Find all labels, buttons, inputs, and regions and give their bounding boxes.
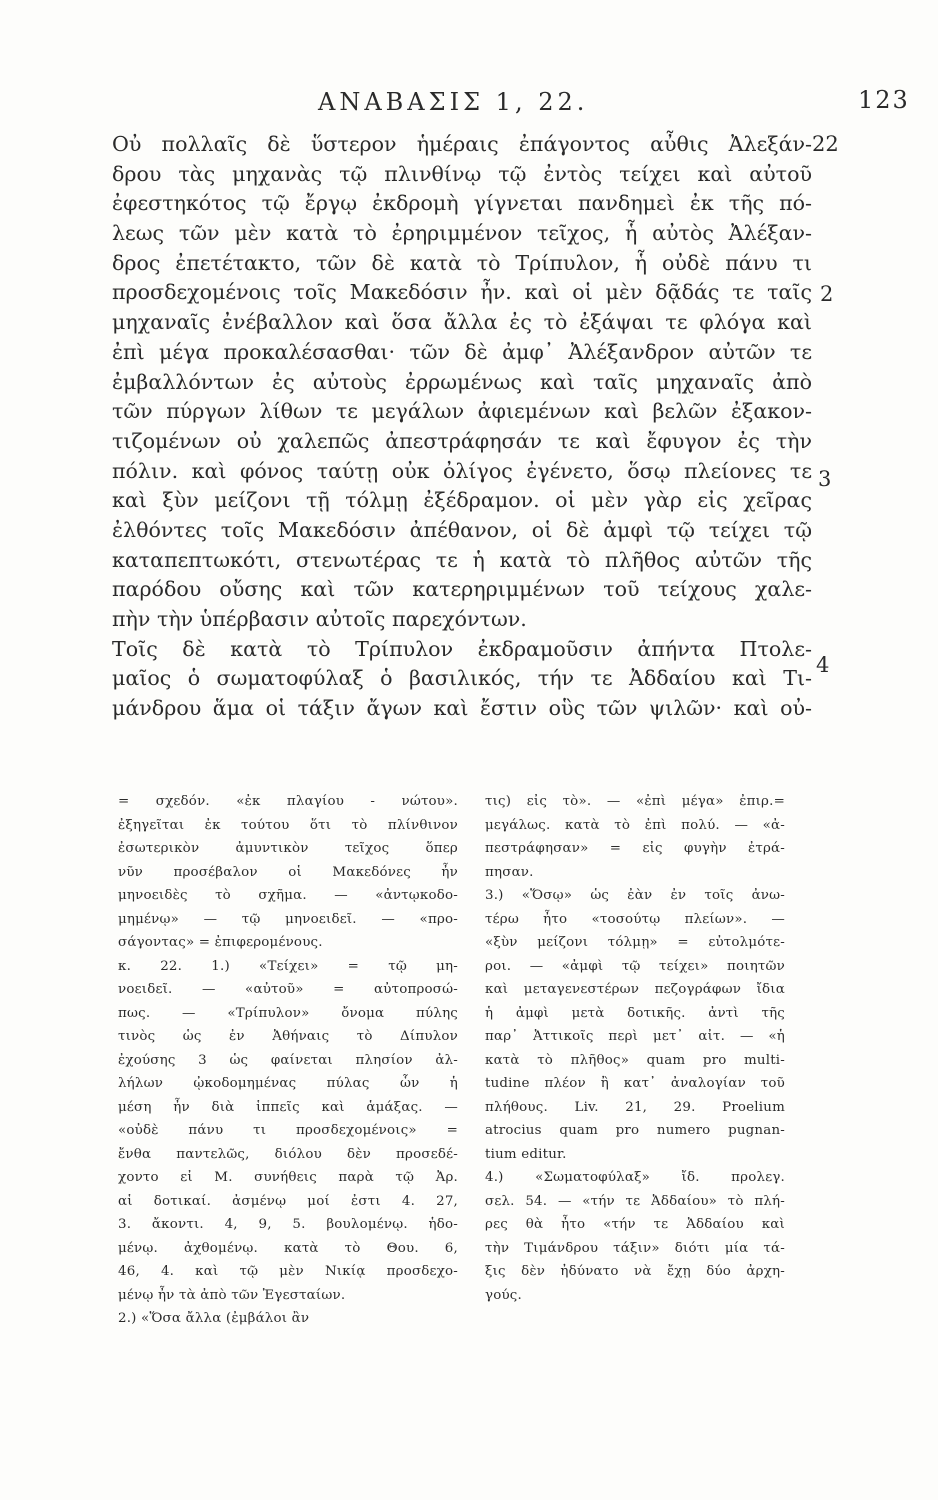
main-text: [112, 130, 812, 724]
note-line: τέρω ἦτο «τοσούτῳ πλείων». —: [485, 911, 785, 927]
main-line: δρος ἐπετέτακτο, τῶν δὲ κατὰ τὸ Τρίπυλον, ἧ οὐδὲ πάνυ τι: [112, 250, 812, 275]
main-line: τῶν πύργων λίθων τε μεγάλων ἀφιεμένων καὶ βελῶν ἐξακον-: [112, 399, 812, 424]
note-line: μένῳ ἦν τὰ ἀπὸ τῶν Ἐγεσταίων.: [118, 1287, 346, 1303]
note-line: ἐξηγεῖται ἐκ τούτου ὅτι τὸ πλίνθινον: [118, 817, 458, 833]
note-line: αἱ δοτικαί. ἀσμένῳ μοί ἐστι 4. 27,: [118, 1193, 458, 1209]
note-line: tium editur.: [485, 1146, 567, 1162]
note-line: λήλων ᾠκοδομημένας πύλας ὧν ἡ: [118, 1076, 458, 1091]
note-line: τινὸς ὡς ἐν Ἀθήναις τὸ Δίπυλον: [118, 1029, 458, 1044]
note-line: 3.) «Ὅσῳ» ὡς ἐὰν ἐν τοῖς ἀνω-: [485, 888, 785, 903]
note-line: κ. 22. 1.) «Τείχει» = τῷ μη-: [118, 958, 458, 974]
note-line: γούς.: [485, 1287, 522, 1303]
note-line: tudine πλέον ἢ κατ᾽ ἀναλογίαν τοῦ: [485, 1076, 785, 1091]
note-line: ἐσωτερικὸν ἀμυντικὸν τεῖχος ὅπερ: [118, 841, 458, 856]
main-line: παρόδου οὔσης καὶ τῶν κατερηριμμένων τοῦ τείχους χαλε-: [112, 577, 812, 602]
main-line: τιζομένων οὐ χαλεπῶς ἀπεστράφησάν τε καὶ ἔφυγον ἐς τὴν: [112, 428, 812, 453]
note-line: atrocius quam pro numero pugnan-: [485, 1123, 785, 1138]
note-line: 46, 4. καὶ τῷ μὲν Νικίᾳ προσδεχο-: [118, 1264, 458, 1279]
footnotes-right-column: [485, 790, 785, 1307]
footnotes-left-column: [118, 790, 458, 1331]
note-line: τις) εἰς τὸ». — «ἐπὶ μέγα» ἐπιρ.=: [485, 794, 785, 809]
section-number-3: 3: [818, 467, 832, 491]
note-line: τὴν Τιμάνδρου τάξιν» διότι μία τά-: [485, 1240, 785, 1256]
note-line: καὶ μεταγενεστέρων πεζογράφων ἴδια: [485, 982, 785, 997]
note-line: πησαν.: [485, 864, 534, 880]
main-line: λεως τῶν μὲν κατὰ τὸ ἐρηριμμένον τεῖχος, ἧ αὐτὸς Ἀλέξαν-: [112, 221, 812, 246]
running-head: ΑΝΑΒΑΣΙΣ 1, 22.: [318, 88, 589, 116]
note-line: «ξὺν μείζονι τόλμῃ» = εὐτολμότε-: [485, 935, 785, 950]
main-line: ἐφεστηκότος τῷ ἔργῳ ἐκδρομὴ γίγνεται πανδημεὶ ἐκ τῆς πό-: [112, 191, 812, 216]
note-line: «οὐδὲ πάνυ τι προσδεχομένοις» =: [118, 1123, 458, 1138]
note-line: κατὰ τὸ πλῆθος» quam pro multi-: [485, 1052, 785, 1068]
note-line: σάγοντας» = ἐπιφερομένους.: [118, 935, 323, 950]
note-line: 4.) «Σωματοφύλαξ» ἴδ. προλεγ.: [485, 1170, 785, 1185]
note-line: ξις δὲν ἠδύνατο νὰ ἔχῃ δύο ἀρχη-: [485, 1264, 785, 1279]
main-line: καταπεπτωκότι, στενωτέρας τε ἡ κατὰ τὸ πλῆθος αὐτῶν τῆς: [112, 547, 812, 572]
main-line: ἐπὶ μέγα προκαλέσασθαι· τῶν δὲ ἀμφ᾽ Ἀλέξανδρον αὐτῶν τε: [112, 339, 812, 364]
main-line: δρου τὰς μηχανὰς τῷ πλινθίνῳ τῷ ἐντὸς τείχει καὶ αὐτοῦ: [112, 161, 812, 186]
main-line: ἐλθόντες τοῖς Μακεδόσιν ἀπέθανον, οἱ δὲ ἀμφὶ τῷ τείχει τῷ: [112, 517, 812, 542]
main-line: προσδεχομένοις τοῖς Μακεδόσιν ἦν. καὶ οἱ μὲν δᾷδάς τε ταῖς: [112, 280, 812, 305]
main-line: καὶ ξὺν μείζονι τῇ τόλμῃ ἐξέδραμον. οἱ μὲν γὰρ εἰς χεῖρας: [112, 488, 812, 513]
main-line: Τοῖς δὲ κατὰ τὸ Τρίπυλον ἐκδραμοῦσιν ἀπήντα Πτολε-: [112, 636, 812, 661]
note-line: ἔνθα παντελῶς, διόλου δὲν προσεδέ-: [118, 1146, 458, 1162]
note-line: πλήθους. Liv. 21, 29. Proelium: [485, 1099, 785, 1115]
note-line: πως. — «Τρίπυλον» ὄνομα πύλης: [118, 1005, 458, 1021]
note-line: ροι. — «ἀμφὶ τῷ τείχει» ποιητῶν: [485, 958, 785, 974]
section-number-4: 4: [816, 653, 830, 677]
note-line: μηνοειδὲς τὸ σχῆμα. — «ἀντῳκοδο-: [118, 888, 458, 903]
note-line: νοειδεῖ. — «αὐτοῦ» = αὐτοπροσώ-: [118, 982, 458, 997]
main-line: μάνδρου ἅμα οἱ τάξιν ἄγων καὶ ἔστιν οὓς τῶν ψιλῶν· καὶ οὐ-: [112, 696, 812, 721]
page-header: [0, 82, 938, 122]
note-line: παρ᾽ Ἀττικοῖς περὶ μετ᾽ αἰτ. — «ἡ: [485, 1029, 785, 1044]
page-number: 123: [858, 86, 910, 114]
note-line: μένῳ. ἀχθομένῳ. κατὰ τὸ Θου. 6,: [118, 1240, 458, 1256]
note-line: σελ. 54. — «τήν τε Ἀδδαίου» τὸ πλή-: [485, 1193, 785, 1209]
note-line: μέση ἦν διὰ ἱππεῖς καὶ ἁμάξας. —: [118, 1099, 458, 1115]
note-line: μεγάλως. κατὰ τὸ ἐπὶ πολύ. — «ἀ-: [485, 817, 785, 833]
note-line: ρες θὰ ἦτο «τήν τε Ἀδδαίου καὶ: [485, 1217, 785, 1232]
note-line: πεστράφησαν» = εἰς φυγὴν ἐτρά-: [485, 841, 785, 856]
note-line: ἐχούσης 3 ὡς φαίνεται πλησίον ἀλ-: [118, 1052, 458, 1068]
note-line: νῦν προσέβαλον οἱ Μακεδόνες ἦν: [118, 864, 458, 880]
main-line: πὴν τὴν ὑπέρβασιν αὐτοῖς παρεχόντων.: [112, 607, 527, 631]
note-line: 3. ἄκοντι. 4, 9, 5. βουλομένῳ. ἡδο-: [118, 1217, 458, 1232]
main-line: μηχαναῖς ἐνέβαλλον καὶ ὅσα ἄλλα ἐς τὸ ἐξάψαι τε φλόγα καὶ: [112, 310, 812, 335]
note-line: χοντο εἰ Μ. συνήθεις παρὰ τῷ Ἀρ.: [118, 1170, 458, 1185]
section-number-22: 22: [812, 132, 839, 156]
main-line: ἐμβαλλόντων ἐς αὐτοὺς ἐρρωμένως καὶ ταῖς μηχαναῖς ἀπὸ: [112, 369, 812, 394]
note-line: 2.) «Ὅσα ἄλλα (ἐμβάλοι ἂν: [118, 1311, 310, 1326]
note-line: μημένῳ» — τῷ μηνοειδεῖ. — «προ-: [118, 911, 458, 927]
main-line: μαῖος ὁ σωματοφύλαξ ὁ βασιλικός, τήν τε Ἀδδαίου καὶ Τι-: [112, 666, 812, 691]
main-line: Οὐ πολλαῖς δὲ ὕστερον ἡμέραις ἐπάγοντος αὖθις Ἀλεξάν-: [112, 132, 812, 156]
main-line: πόλιν. καὶ φόνος ταύτῃ οὐκ ὀλίγος ἐγένετο, ὅσῳ πλείονες τε: [112, 458, 812, 483]
note-line: ἡ ἀμφὶ μετὰ δοτικῆς. ἀντὶ τῆς: [485, 1005, 785, 1021]
section-number-2: 2: [820, 282, 834, 306]
note-line: = σχεδόν. «ἐκ πλαγίου - νώτου».: [118, 794, 458, 809]
